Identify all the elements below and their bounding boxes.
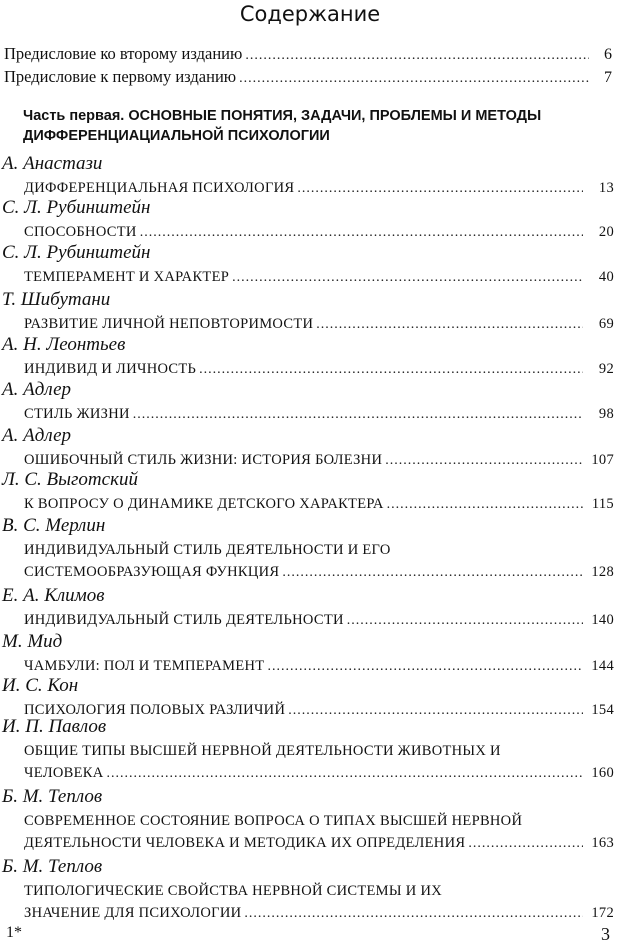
- toc-entry-row-continued: [0, 743, 620, 765]
- part-heading-line-2: ДИФФЕРЕНЦИАЦИАЛЬНОЙ ПСИХОЛОГИИ: [23, 128, 330, 144]
- page-number: 92: [598, 361, 614, 377]
- page-number: 140: [591, 612, 614, 628]
- entry-title: СТИЛЬ ЖИЗНИ: [24, 406, 130, 422]
- entry-author: А. Адлер: [2, 425, 72, 446]
- entry-author: В. С. Мерлин: [2, 515, 106, 536]
- signature-mark: 1*: [6, 924, 22, 941]
- toc-entry-row: [0, 564, 620, 586]
- toc-entry-row: [0, 269, 620, 291]
- entry-author: Т. Шибутани: [2, 289, 111, 310]
- entry-title: ИНДИВИДУАЛЬНЫЙ СТИЛЬ ДЕЯТЕЛЬНОСТИ: [24, 612, 344, 628]
- entry-author: А. Анастази: [2, 153, 103, 174]
- toc-entry-preface-2: [0, 44, 620, 66]
- entry-title: ДИФФЕРЕНЦИАЛЬНАЯ ПСИХОЛОГИЯ: [24, 180, 295, 196]
- toc-entry-row: [0, 905, 620, 927]
- part-heading-line-1: Часть первая. ОСНОВНЫЕ ПОНЯТИЯ, ЗАДАЧИ, ПРОБЛЕМЫ И МЕТОДЫ: [23, 108, 542, 124]
- page-number: 115: [591, 496, 614, 512]
- toc-entry-row-continued: [0, 813, 620, 835]
- entry-title: Предисловие к первому изданию: [4, 67, 237, 86]
- entry-title: Предисловие ко второму изданию: [4, 44, 243, 63]
- entry-author: М. Мид: [2, 631, 63, 652]
- entry-title: ПСИХОЛОГИЯ ПОЛОВЫХ РАЗЛИЧИЙ: [24, 702, 286, 718]
- entry-title: ОШИБОЧНЫЙ СТИЛЬ ЖИЗНИ: ИСТОРИЯ БОЛЕЗНИ: [24, 452, 383, 468]
- entry-author: Б. М. Теплов: [2, 856, 103, 877]
- dot-leader: [267, 659, 583, 675]
- entry-author: Б. М. Теплов: [2, 786, 103, 807]
- entry-author: И. П. Павлов: [2, 716, 107, 737]
- dot-leader: [140, 225, 583, 241]
- entry-title: ТИПОЛОГИЧЕСКИЕ СВОЙСТВА НЕРВНОЙ СИСТЕМЫ И ИХ: [24, 883, 442, 899]
- page-number: 40: [598, 269, 614, 285]
- entry-title: ИНДИВИД И ЛИЧНОСТЬ: [24, 361, 197, 377]
- entry-title: СИСТЕМООБРАЗУЮЩАЯ ФУНКЦИЯ: [24, 564, 280, 580]
- dot-leader: [245, 48, 589, 64]
- entry-title: ОБЩИЕ ТИПЫ ВЫСШЕЙ НЕРВНОЙ ДЕЯТЕЛЬНОСТИ ЖИВОТНЫХ И: [24, 743, 501, 759]
- page-number: 172: [591, 905, 614, 921]
- dot-leader: [468, 836, 583, 852]
- page-number: 7: [604, 69, 612, 86]
- toc-entry-preface-1: [0, 67, 620, 89]
- page-number: 6: [604, 46, 612, 63]
- dot-leader: [347, 613, 583, 629]
- page-number: 69: [598, 316, 614, 332]
- dot-leader: [133, 407, 583, 423]
- entry-title: ДЕЯТЕЛЬНОСТИ ЧЕЛОВЕКА И МЕТОДИКА ИХ ОПРЕДЕЛЕНИЯ: [24, 835, 466, 851]
- entry-author: И. С. Кон: [2, 675, 79, 696]
- dot-leader: [239, 71, 589, 87]
- dot-leader: [282, 565, 583, 581]
- toc-entry-row: [0, 835, 620, 857]
- entry-author: С. Л. Рубинштейн: [2, 242, 151, 263]
- page-number: 107: [591, 452, 614, 468]
- entry-title: ТЕМПЕРАМЕНТ И ХАРАКТЕР: [24, 269, 230, 285]
- page-number: 163: [591, 835, 614, 851]
- page-number: 13: [598, 180, 614, 196]
- page-number: 20: [598, 224, 614, 240]
- page-number: 144: [591, 658, 614, 674]
- page-number: 128: [591, 564, 614, 580]
- entry-title: РАЗВИТИЕ ЛИЧНОЙ НЕПОВТОРИМОСТИ: [24, 316, 314, 332]
- entry-title: ЧАМБУЛИ: ПОЛ И ТЕМПЕРАМЕНТ: [24, 658, 265, 674]
- page-title: Содержание: [239, 2, 381, 26]
- entry-title: ЧЕЛОВЕКА: [24, 765, 104, 781]
- page-number: 160: [591, 765, 614, 781]
- page-number-footer: 3: [601, 924, 610, 944]
- page-number: 154: [591, 702, 614, 718]
- dot-leader: [385, 453, 583, 469]
- entry-author: С. Л. Рубинштейн: [2, 197, 151, 218]
- dot-leader: [199, 362, 583, 378]
- toc-entry-row-continued: [0, 883, 620, 905]
- entry-title: К ВОПРОСУ О ДИНАМИКЕ ДЕТСКОГО ХАРАКТЕРА: [24, 496, 384, 512]
- entry-title: ЗНАЧЕНИЕ ДЛЯ ПСИХОЛОГИИ: [24, 905, 242, 921]
- dot-leader: [297, 181, 583, 197]
- toc-entry-row-continued: [0, 542, 620, 564]
- entry-title: ИНДИВИДУАЛЬНЫЙ СТИЛЬ ДЕЯТЕЛЬНОСТИ И ЕГО: [24, 542, 391, 558]
- dot-leader: [387, 497, 583, 513]
- dot-leader: [232, 270, 583, 286]
- page-number: 98: [598, 406, 614, 422]
- entry-title: СПОСОБНОСТИ: [24, 224, 137, 240]
- entry-author: Е. А. Климов: [2, 585, 105, 606]
- entry-author: А. Н. Леонтьев: [2, 334, 126, 355]
- dot-leader: [244, 906, 583, 922]
- dot-leader: [106, 766, 583, 782]
- dot-leader: [316, 317, 583, 333]
- entry-author: А. Адлер: [2, 379, 72, 400]
- toc-entry-row: [0, 765, 620, 787]
- entry-title: СОВРЕМЕННОЕ СОСТОЯНИЕ ВОПРОСА О ТИПАХ ВЫСШЕЙ НЕРВНОЙ: [24, 813, 523, 829]
- entry-author: Л. С. Выготский: [2, 469, 138, 490]
